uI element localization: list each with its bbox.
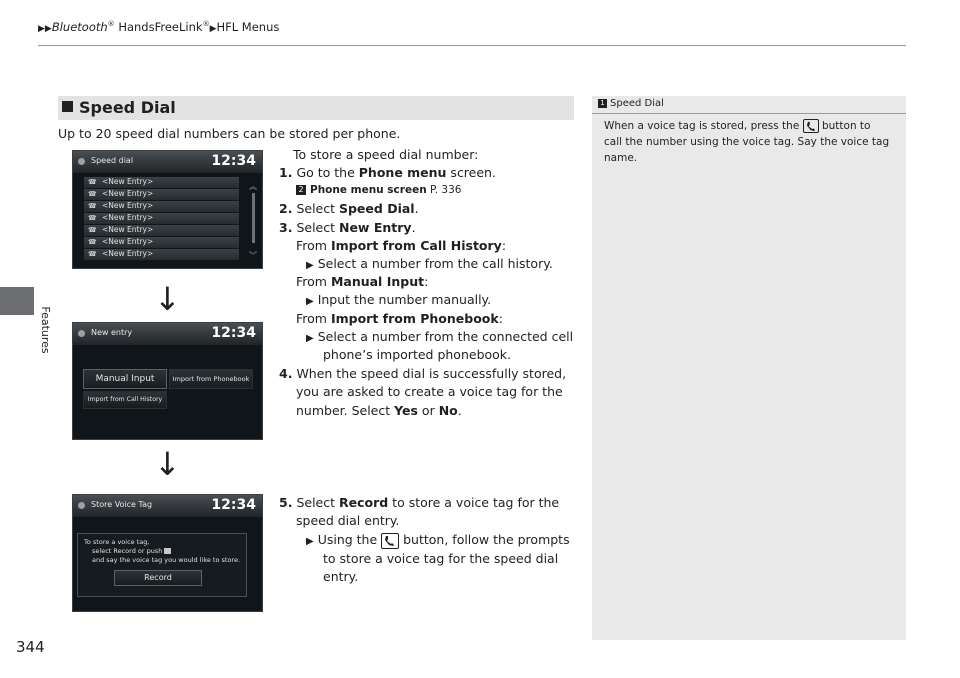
page-number: 344 — [16, 638, 45, 656]
scroll-thumb[interactable] — [252, 193, 255, 243]
step-5-detail: ▶ Using the button, follow the prompts — [306, 532, 570, 547]
sidebar-heading: 1 Speed Dial — [598, 98, 664, 109]
import-from-phonebook-button[interactable]: Import from Phonebook — [169, 369, 253, 389]
scrollbar[interactable] — [249, 181, 259, 261]
screen-status-icon — [78, 502, 85, 509]
breadcrumb-arrow-icon: ▶▶ — [38, 24, 52, 34]
talk-button-icon — [381, 533, 399, 549]
scroll-up-icon[interactable]: ︽ — [249, 182, 257, 191]
chapter-label: Features — [39, 306, 52, 354]
screen-clock: 12:34 — [211, 153, 256, 169]
option-phonebook-detail-2: phone’s imported phonebook. — [323, 347, 512, 362]
breadcrumb-hfl-menus[interactable]: HFL Menus — [216, 20, 280, 34]
speed-dial-entry[interactable]: ☎ <New Entry> — [84, 213, 239, 225]
screen-status-icon — [78, 158, 85, 165]
phone-icon: ☎ — [88, 226, 97, 234]
phone-icon: ☎ — [88, 250, 97, 258]
down-arrow-icon: ↓ — [154, 445, 181, 483]
dialog-text: To store a voice tag, — [84, 538, 150, 546]
chapter-tab — [0, 287, 34, 315]
speed-dial-entry[interactable]: ☎ <New Entry> — [84, 177, 239, 189]
option-call-history: From Import from Call History: — [296, 238, 507, 253]
step-5-line-2: speed dial entry. — [296, 513, 400, 528]
talk-icon — [164, 548, 171, 554]
header-divider — [38, 45, 906, 46]
scroll-down-icon[interactable]: ︾ — [249, 251, 257, 260]
speed-dial-entry[interactable]: ☎ <New Entry> — [84, 225, 239, 237]
record-button[interactable]: Record — [114, 570, 202, 586]
step-5-detail-3: entry. — [323, 569, 359, 584]
dialog-text: select Record or push — [92, 547, 171, 555]
step-4: 4. When the speed dial is successfully stored, — [279, 366, 567, 381]
section-title: Speed Dial — [79, 98, 176, 117]
speed-dial-entry[interactable]: ☎ <New Entry> — [84, 237, 239, 249]
step-3: 3. Select New Entry. — [279, 220, 416, 235]
screen-title: Store Voice Tag — [91, 500, 153, 509]
sidebar-divider — [592, 113, 906, 114]
phone-icon: ☎ — [88, 190, 97, 198]
speed-dial-screen — [72, 150, 263, 269]
section-square-icon — [62, 101, 73, 112]
step-4-line-3: number. Select Yes or No. — [296, 403, 462, 418]
step-4-line-2: you are asked to create a voice tag for the — [296, 384, 563, 399]
new-entry-screen — [72, 322, 263, 440]
registered-mark: ® — [202, 20, 210, 29]
screen-clock: 12:34 — [211, 325, 256, 341]
speed-dial-entry[interactable]: ☎ <New Entry> — [84, 249, 239, 261]
sub-step-arrow-icon: ▶ — [306, 260, 314, 271]
down-arrow-icon: ↓ — [154, 280, 181, 318]
voice-tag-dialog — [77, 533, 247, 597]
breadcrumb-handsfreelink: HandsFreeLink — [114, 20, 203, 34]
import-from-call-history-button[interactable]: Import from Call History — [83, 391, 167, 409]
speed-dial-entry[interactable]: ☎ <New Entry> — [84, 201, 239, 213]
sub-step-arrow-icon: ▶ — [306, 536, 314, 547]
screen-title: Speed dial — [91, 156, 134, 165]
step-5-detail-2: to store a voice tag for the speed dial — [323, 551, 559, 566]
sub-step-arrow-icon: ▶ — [306, 333, 314, 344]
option-manual-input-detail: ▶ Input the number manually. — [306, 292, 492, 307]
section-intro: Up to 20 speed dial numbers can be stored per phone. — [58, 126, 401, 141]
phone-icon: ☎ — [88, 178, 97, 186]
sidebar-text: When a voice tag is stored, press the button to call the number using the voice tag. Say the voice tag name. — [604, 120, 890, 164]
store-voice-tag-screen — [72, 494, 263, 612]
steps-lead: To store a speed dial number: — [293, 147, 479, 162]
manual-input-button[interactable]: Manual Input — [83, 369, 167, 389]
reference-icon: 2 — [296, 185, 306, 195]
option-manual-input: From Manual Input: — [296, 274, 429, 289]
option-phonebook: From Import from Phonebook: — [296, 311, 503, 326]
breadcrumb-arrow-icon: ▶ — [209, 24, 217, 34]
breadcrumb — [38, 20, 279, 34]
option-phonebook-detail: ▶ Select a number from the connected cell — [306, 329, 574, 344]
talk-button-icon — [803, 119, 819, 133]
screen-clock: 12:34 — [211, 497, 256, 513]
speed-dial-entry[interactable]: ☎ <New Entry> — [84, 189, 239, 201]
phone-icon: ☎ — [88, 214, 97, 222]
step-2: 2. Select Speed Dial. — [279, 201, 419, 216]
screen-status-icon — [78, 330, 85, 337]
sidebar-note — [592, 96, 906, 640]
step-5: 5. Select Record to store a voice tag for the — [279, 495, 560, 510]
sub-step-arrow-icon: ▶ — [306, 296, 314, 307]
step-1-reference[interactable]: 2 Phone menu screen P. 336 — [296, 181, 461, 199]
phone-icon: ☎ — [88, 238, 97, 246]
screen-title: New entry — [91, 328, 133, 337]
note-icon: 1 — [598, 99, 607, 108]
dialog-text: and say the voice tag you would like to store. — [92, 556, 241, 564]
phone-icon: ☎ — [88, 202, 97, 210]
registered-mark: ® — [107, 20, 115, 29]
option-call-history-detail: ▶ Select a number from the call history. — [306, 256, 553, 271]
step-1: 1. Go to the Phone menu screen. — [279, 165, 496, 180]
breadcrumb-bluetooth: Bluetooth — [51, 20, 108, 34]
